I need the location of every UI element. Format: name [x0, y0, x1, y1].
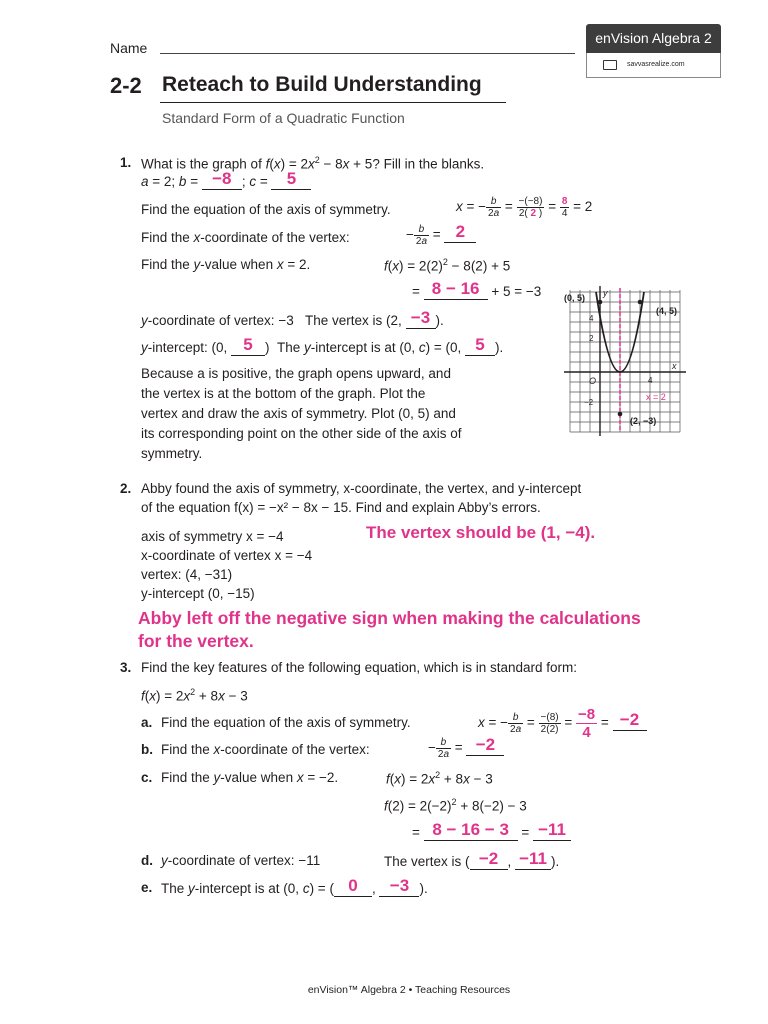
q2-work-2: x-coordinate of vertex x = −4 [141, 548, 313, 563]
q3e-text: The y-intercept is at (0, c) = ( 0 , −3 ). [161, 876, 428, 896]
footer-text: enVision™ Algebra 2 • Teaching Resources [307, 984, 511, 996]
q3a-label: a. [141, 715, 153, 730]
q1-xcoord-label: Find the x-coordinate of the vertex: [141, 230, 350, 245]
q2-answer-explanation-2: for the vertex. [138, 631, 254, 651]
lesson-number: 2-2 [110, 73, 142, 98]
point-right [638, 300, 643, 305]
q3a-work: x = − $\frac{b}{2a}$ = $\frac{-(8)}{2(2)}$ = $\frac{-8}{4}$ = −2 [478, 706, 647, 741]
q1-yvalue-label: Find the y-value when x = 2. [141, 257, 311, 272]
name-line [160, 53, 575, 54]
brand-url-box [586, 53, 721, 78]
q1-axis-work: x = − $\frac{b}{2a}$ = $\frac{-(-8)}{2( 2 )}$ = $\frac{8}{4}$ = 2 [456, 196, 593, 219]
q1-vertex-line: y-coordinate of vertex: −3 The vertex is (2, −3 ). [141, 308, 444, 328]
q1-yintercept-line: y-intercept: (0, 5 ) The y-intercept is at (0, c) = (0, 5 ). [141, 335, 504, 355]
name-label: Name [110, 40, 148, 56]
subtitle: Standard Form of a Quadratic Function [162, 110, 405, 126]
graph-right-point-label: (4, 5) [656, 306, 678, 316]
q2-work-3: vertex: (4, −31) [141, 567, 233, 582]
graph-y-axis-label: y [603, 288, 608, 298]
q2-prompt-2: of the equation f(x) = −x² − 8x − 15. Find and explain Abby’s errors. [141, 500, 541, 515]
vertex-point [618, 412, 623, 417]
q3e-label: e. [141, 880, 153, 895]
q3a-text: Find the equation of the axis of symmetry. [161, 715, 411, 730]
q3b-label: b. [141, 742, 153, 757]
q2-work-4: y-intercept (0, −15) [141, 586, 255, 601]
q3c-text: Find the y-value when x = −2. [161, 770, 339, 785]
laptop-icon [603, 60, 617, 70]
q1-explanation-5: symmetry. [141, 446, 203, 461]
q3-equation: $f(x) = 2x^2 + 8x - 3$ [141, 687, 248, 704]
brand-logo [586, 24, 721, 80]
q3-number: 3. [120, 660, 132, 675]
q2-work-1: axis of symmetry x = −4 [141, 529, 284, 544]
q1-coefficients: a = 2; b = −8 ; c = 5 [141, 173, 311, 190]
graph-x-axis-label: x [672, 361, 677, 371]
title-underline [160, 102, 506, 103]
q2-answer-correction: The vertex should be (1, −4). [366, 523, 596, 542]
q1-explanation-4: its corresponding point on the other side of the axis of [141, 426, 462, 441]
graph-vertex-label: (2, −3) [630, 416, 657, 426]
q1-yvalue-eq: $f(x) = 2(2)^2 - 8(2) + 5$ [384, 257, 511, 274]
q2-prompt-1: Abby found the axis of symmetry, x-coordinate, the vertex, and y-intercept [141, 481, 582, 496]
q1-yvalue-step: = 8 − 16 + 5 = −3 [412, 279, 542, 299]
q1-explanation-1: Because a is positive, the graph opens upward, and [141, 366, 451, 381]
q3c-step: = 8 − 16 − 3 = −11 [412, 824, 571, 841]
brand-url: savvasrealize.com [627, 61, 685, 68]
q3c-eq2: $f(2) = 2(-2)^2 + 8(-2) - 3$ [384, 797, 527, 814]
q3c-label: c. [141, 770, 153, 785]
graph-left-point-label: (0, 5) [564, 293, 586, 303]
q3b-work: − $\frac{b}{2a}$ = −2 [428, 737, 504, 760]
brand-title: enVision Algebra 2 [586, 24, 721, 53]
q3-prompt: Find the key features of the following equation, which is in standard form: [141, 660, 577, 675]
q1-explanation-2: the vertex is at the bottom of the graph. Plot the [141, 386, 426, 401]
q1-number: 1. [120, 155, 132, 170]
q1-prompt: What is the graph of $f(x) = 2x^2 - 8x + 5$? Fill in the blanks. [141, 155, 485, 172]
graph-tick-y-4: 4 [589, 314, 594, 323]
q3b-text: Find the x-coordinate of the vertex: [161, 742, 370, 757]
graph-axis-label: x = 2 [646, 392, 666, 402]
q3d-text: y-coordinate of vertex: −11 [161, 853, 321, 868]
q1-explanation-3: vertex and draw the axis of symmetry. Plot (0, 5) and [141, 406, 456, 421]
graph-tick-y-neg2: −2 [584, 398, 594, 407]
q1-parabola-graph [560, 282, 690, 438]
q3d-vertex: The vertex is ( −2 , −11 ). [384, 849, 560, 869]
q1-axis-label: Find the equation of the axis of symmetry. [141, 202, 391, 217]
point-left [598, 300, 603, 305]
graph-tick-x-4: 4 [648, 376, 653, 385]
lesson-title: Reteach to Build Understanding [162, 73, 482, 96]
q3c-eq1: $f(x) = 2x^2 + 8x - 3$ [386, 770, 493, 787]
q3d-label: d. [141, 853, 153, 868]
q2-number: 2. [120, 481, 132, 496]
q2-answer-explanation-1: Abby left off the negative sign when making the calculations [138, 608, 641, 628]
graph-origin-label: O [589, 376, 597, 386]
q1-xcoord-work: − $\frac{b}{2a}$ = 2 [406, 224, 476, 247]
graph-tick-y-2: 2 [589, 334, 594, 343]
